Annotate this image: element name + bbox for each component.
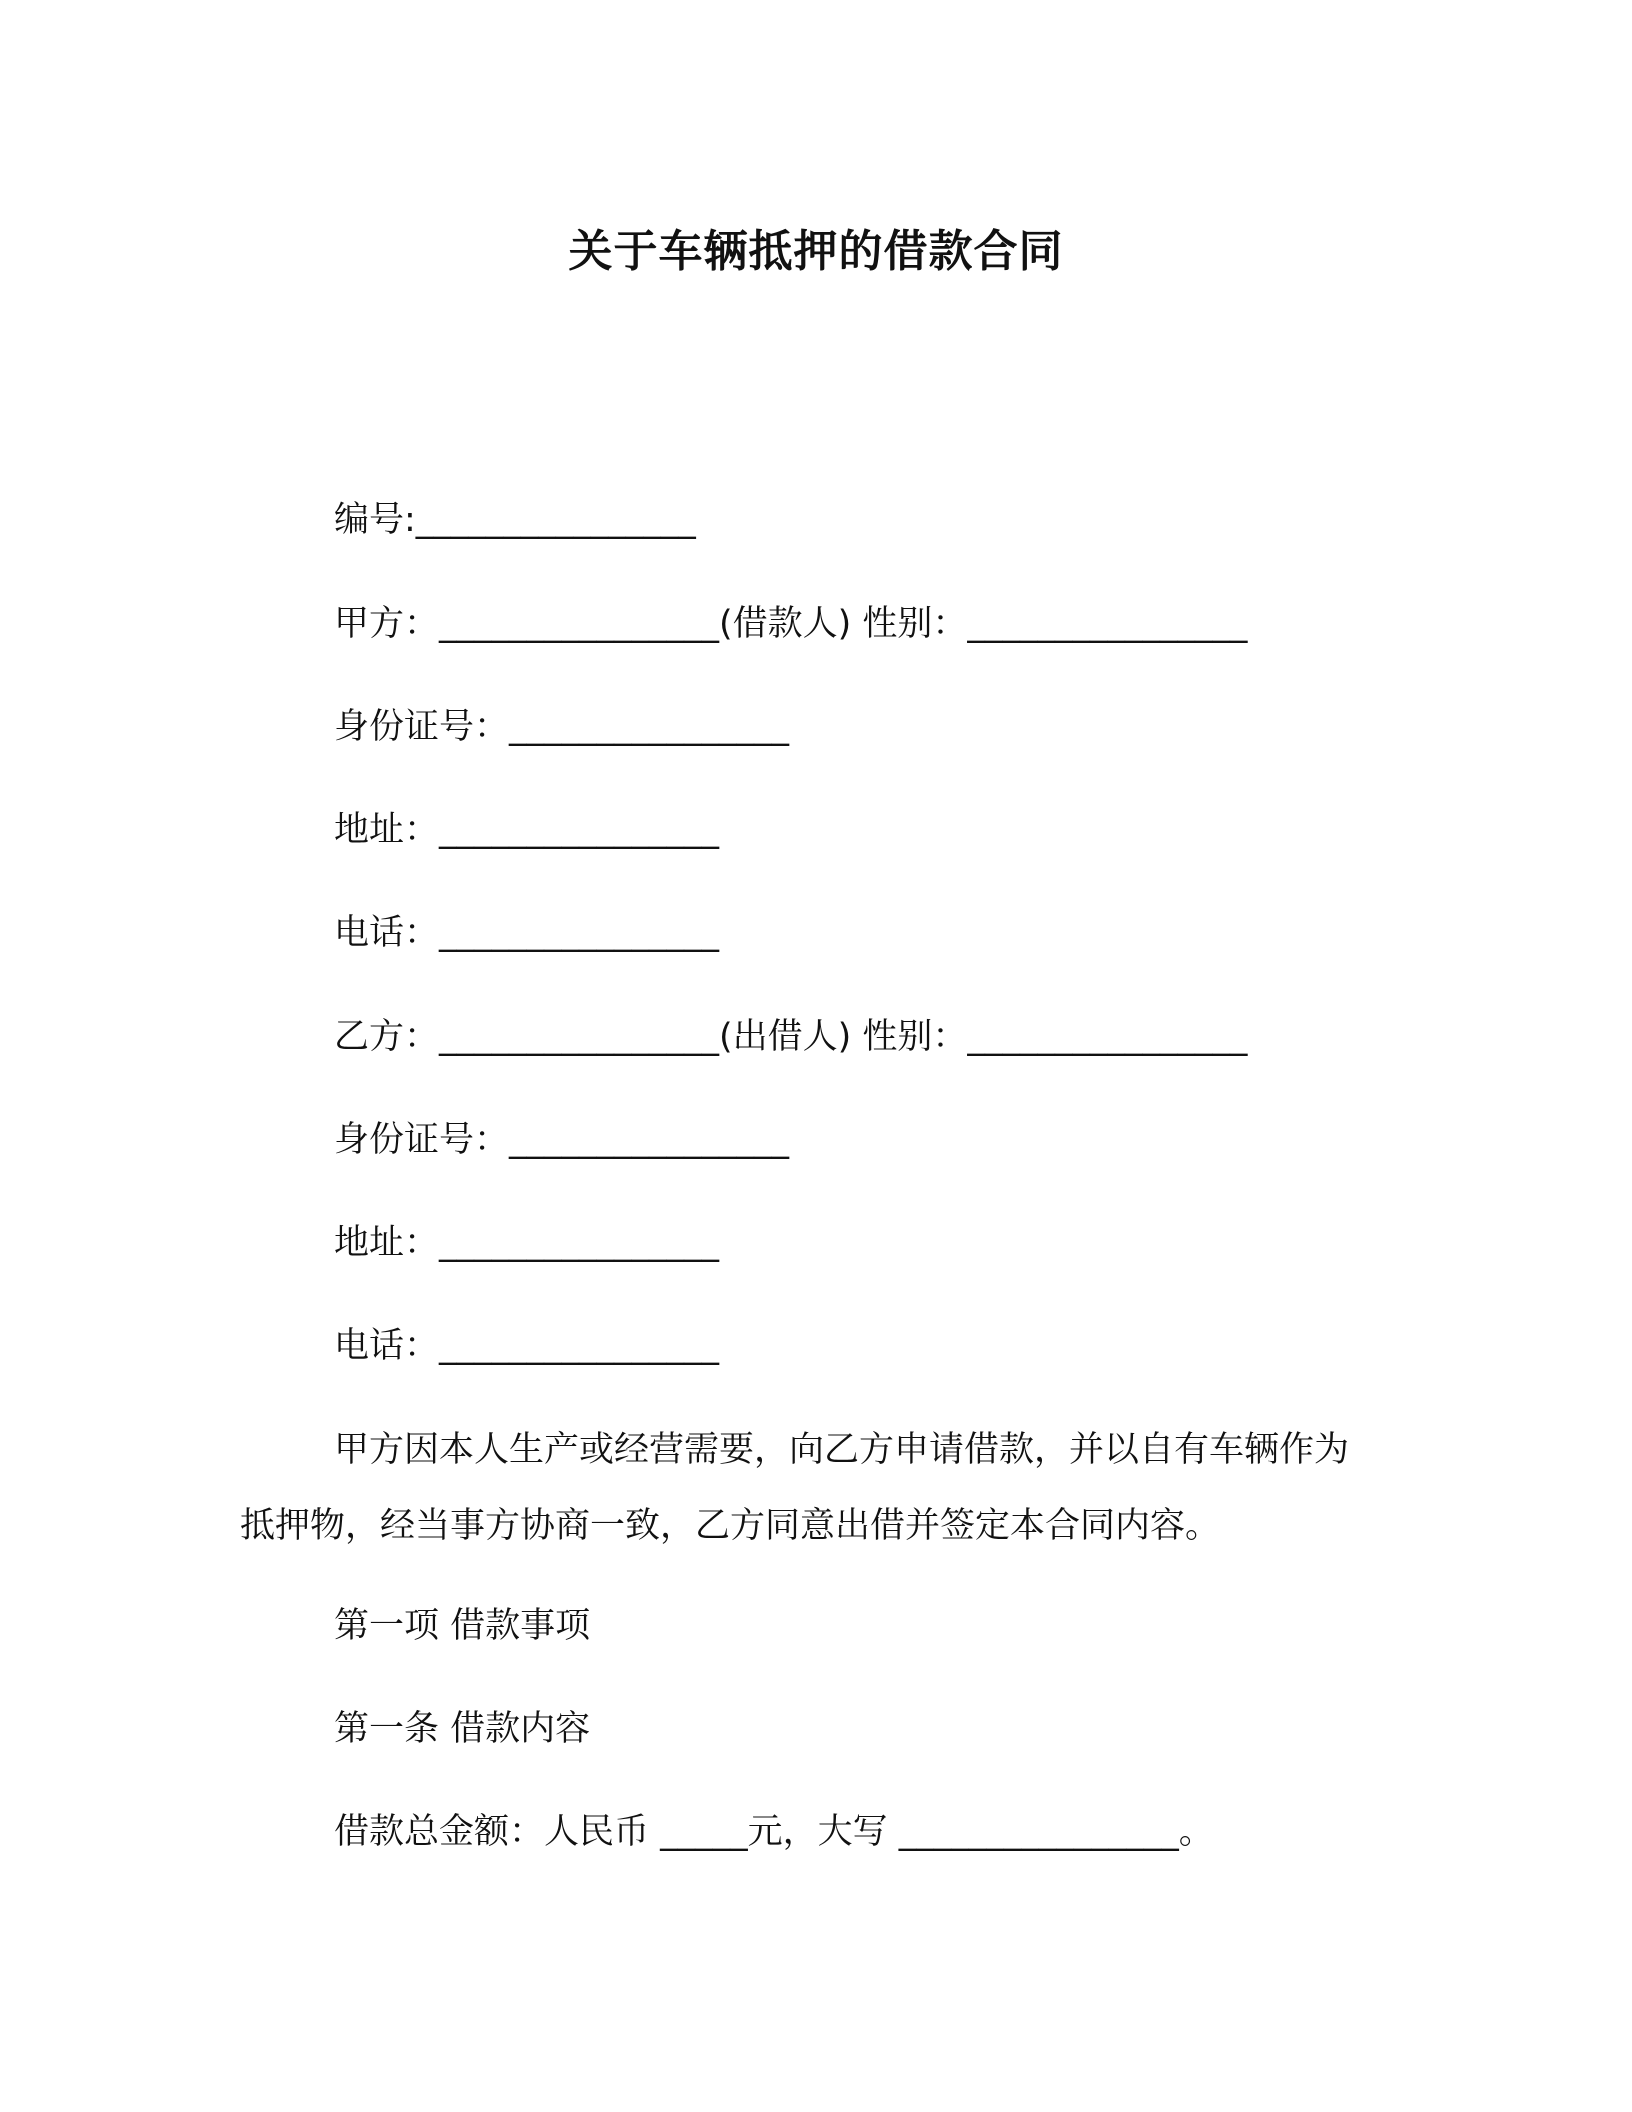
party-a-id-line: 身份证号：________________ <box>334 707 790 747</box>
party-b-line: 乙方：________________(出借人) 性别：________________ <box>334 1017 1248 1057</box>
party-a-address-line: 地址：________________ <box>334 810 720 850</box>
party-b-phone-line: 电话：________________ <box>334 1326 720 1366</box>
loan-amount-line: 借款总金额：人民币 _____元，大写 ________________。 <box>334 1812 1214 1852</box>
party-b-address-line: 地址：________________ <box>334 1223 720 1263</box>
party-a-line: 甲方：________________(借款人) 性别：________________ <box>334 604 1248 644</box>
article-heading: 第一条 借款内容 <box>334 1709 591 1749</box>
contract-number-line: 编号:________________ <box>334 500 696 540</box>
section-heading: 第一项 借款事项 <box>334 1606 591 1646</box>
party-a-phone-line: 电话：________________ <box>334 913 720 953</box>
party-b-id-line: 身份证号：________________ <box>334 1120 790 1160</box>
intro-paragraph: 甲方因本人生产或经营需要，向乙方申请借款，并以自有车辆作为抵押物，经当事方协商一致，乙方同意出借并签定本合同内容。 <box>240 1430 1350 1546</box>
document-title: 关于车辆抵押的借款合同 <box>568 226 1064 277</box>
